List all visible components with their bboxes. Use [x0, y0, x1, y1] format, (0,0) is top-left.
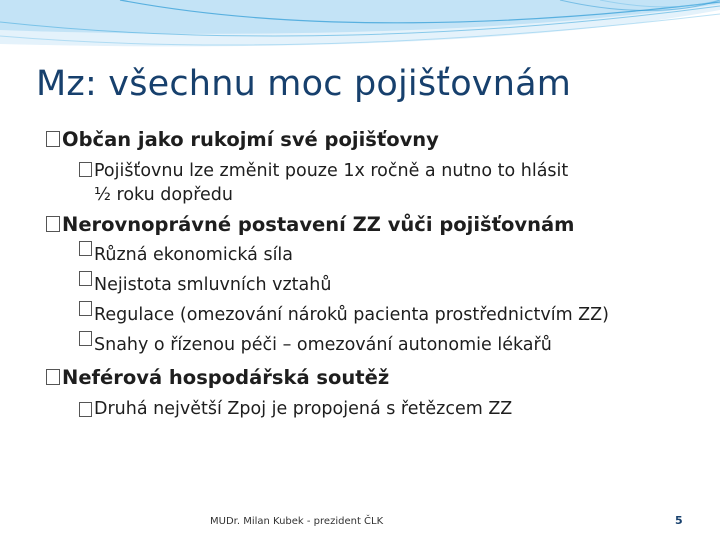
- slide-title: Mz: všechnu moc pojišťovnám: [36, 64, 572, 104]
- bullet-1-sub-1-line2: ½ roku dopředu: [94, 185, 233, 205]
- missing-glyph-icon: [79, 271, 92, 286]
- bullet-1-sub-1: [46, 159, 686, 207]
- bullet-2-sub-4-text: Snahy o řízenou péči – omezování autonomie lékařů: [94, 335, 552, 355]
- bullet-2: [46, 213, 686, 236]
- bullet-2-sub-1: [46, 238, 686, 272]
- bullet-3-sub-1: [46, 399, 686, 419]
- missing-glyph-icon: [79, 402, 92, 417]
- bullet-3: [46, 366, 686, 389]
- bullet-2-sub-4: [46, 328, 686, 362]
- missing-glyph-icon: [46, 369, 60, 385]
- missing-glyph-icon: [79, 241, 92, 256]
- bullet-2-sub-2-text: Nejistota smluvních vztahů: [94, 275, 332, 295]
- header-decoration: [0, 0, 720, 62]
- bullet-2-text: Nerovnoprávné postavení ZZ vůči pojišťovnám: [62, 213, 575, 236]
- bullet-2-sub-3-text: Regulace (omezování nároků pacienta prostřednictvím ZZ): [94, 305, 609, 325]
- missing-glyph-icon: [46, 216, 60, 232]
- bullet-3-sub-1-text: Druhá největší Zpoj je propojená s řetězcem ZZ: [94, 399, 513, 419]
- missing-glyph-icon: [79, 331, 92, 346]
- bullet-2-sub-3: [46, 298, 686, 332]
- missing-glyph-icon: [79, 301, 92, 316]
- bullet-2-sub-2: [46, 268, 686, 302]
- bullet-1-sub-1-line1: Pojišťovnu lze změnit pouze 1x ročně a nutno to hlásit: [94, 161, 569, 181]
- bullet-2-sub-1-text: Různá ekonomická síla: [94, 245, 294, 265]
- footer-text: MUDr. Milan Kubek - prezident ČLK: [210, 516, 384, 527]
- missing-glyph-icon: [79, 162, 92, 177]
- bullet-3-text: Neférová hospodářská soutěž: [62, 366, 390, 389]
- page-number: 5: [675, 514, 683, 527]
- slide-content: [46, 128, 686, 419]
- missing-glyph-icon: [46, 131, 60, 147]
- bullet-1: [46, 128, 686, 151]
- bullet-1-text: Občan jako rukojmí své pojišťovny: [62, 128, 439, 151]
